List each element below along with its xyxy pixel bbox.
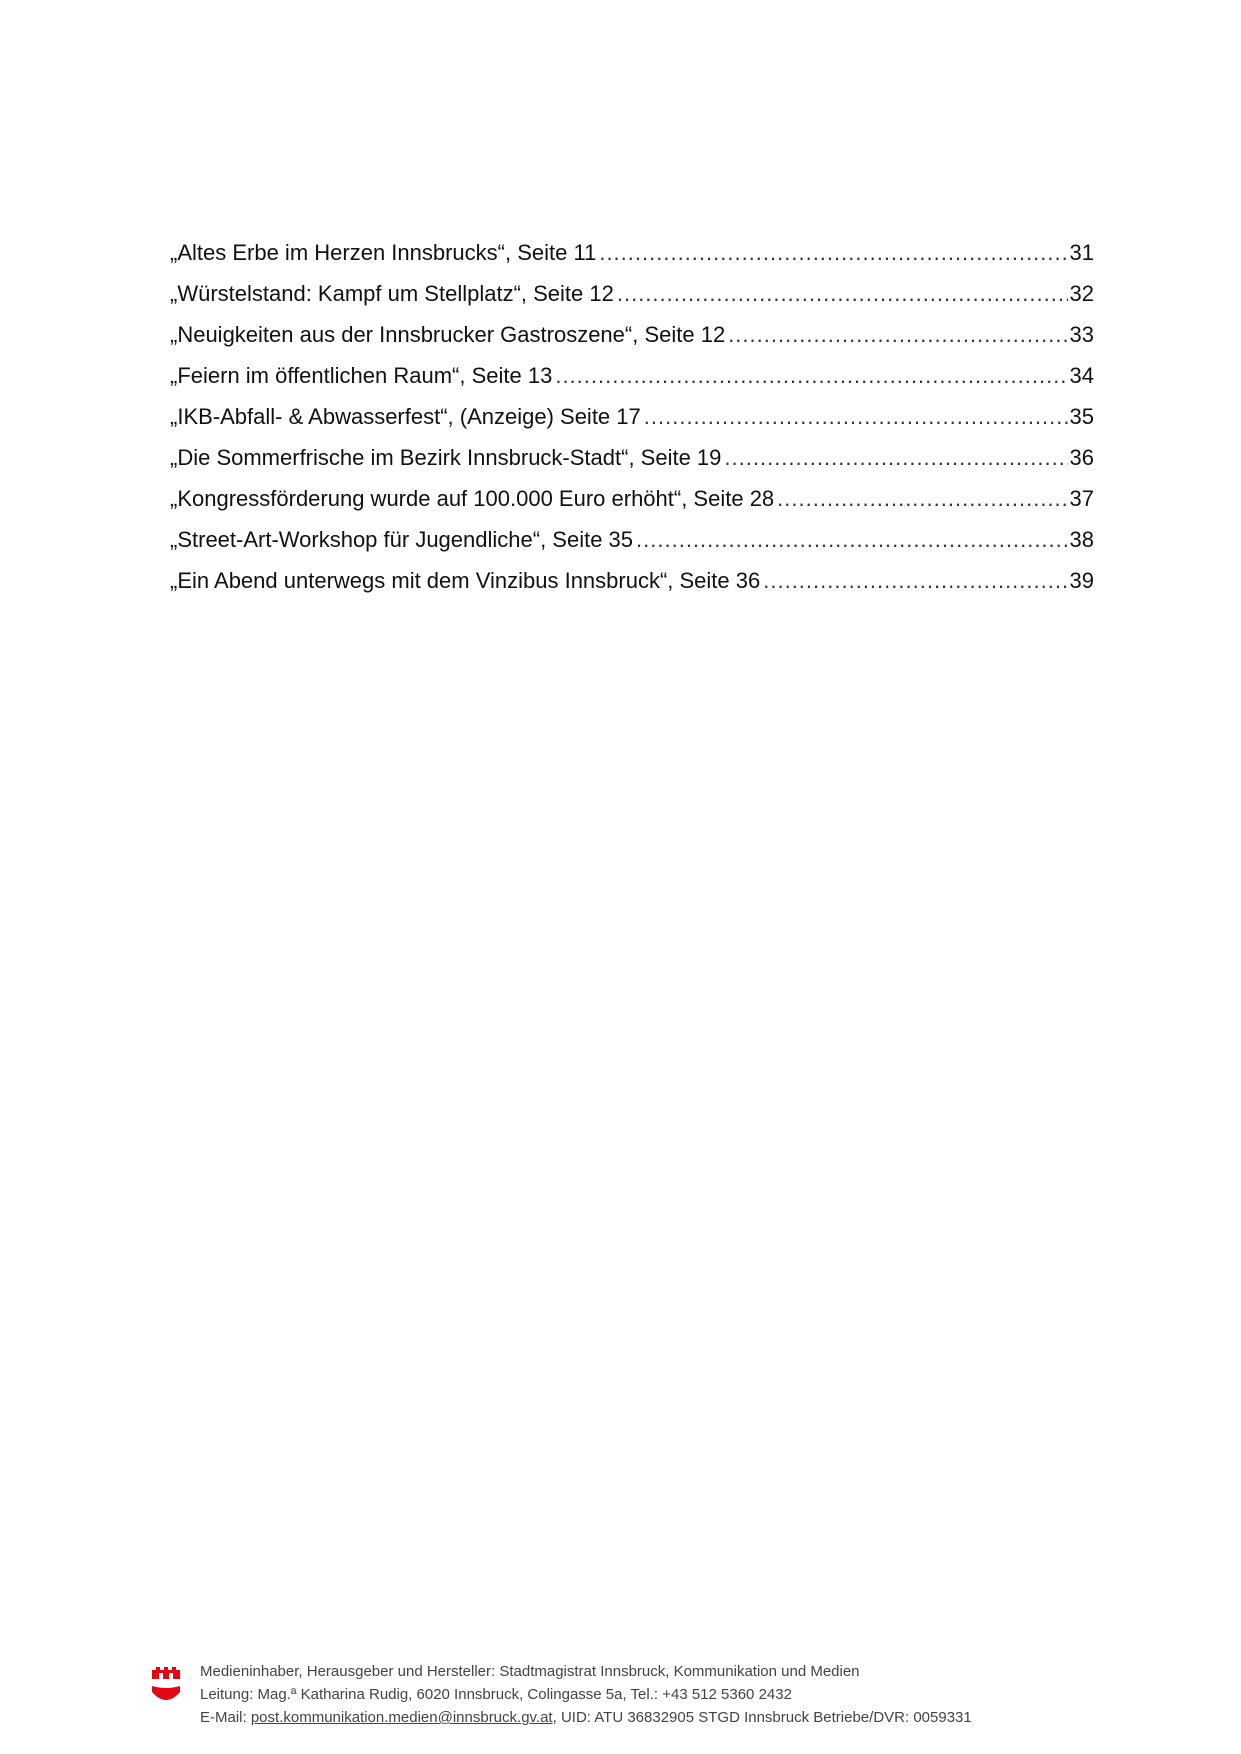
toc-dot-leader: [724, 437, 1067, 478]
toc-entry[interactable]: [170, 396, 1094, 437]
footer-uid: , UID: ATU 36832905 STGD Innsbruck Betriebe/DVR: 0059331: [552, 1709, 972, 1726]
footer-contact: [200, 1706, 1100, 1729]
toc-entry[interactable]: [170, 232, 1094, 273]
toc-entry-title: „Würstelstand: Kampf um Stellplatz“, Seite 12: [170, 281, 614, 306]
toc-entry-page: 34: [1069, 363, 1094, 388]
toc-dot-leader: [636, 519, 1067, 560]
toc-dot-leader: [644, 396, 1068, 437]
footer-management: Leitung: Mag.ª Katharina Rudig, 6020 Innsbruck, Colingasse 5a, Tel.: +43 512 5360 2432: [200, 1686, 792, 1703]
toc-entry-title: „Die Sommerfrische im Bezirk Innsbruck-Stadt“, Seite 19: [170, 445, 722, 470]
toc-entry-page: 39: [1069, 568, 1094, 593]
toc-entry-title: „Kongressförderung wurde auf 100.000 Euro erhöht“, Seite 28: [170, 486, 775, 511]
toc-entry-page: 36: [1069, 445, 1094, 470]
toc-dot-leader: [728, 314, 1067, 355]
email-link[interactable]: post.kommunikation.medien@innsbruck.gv.at: [250, 1709, 553, 1726]
toc-entry-page: 33: [1069, 322, 1094, 347]
toc-dot-leader: [599, 232, 1067, 273]
footer-publisher: Medieninhaber, Herausgeber und Hersteller: Stadtmagistrat Innsbruck, Kommunikation und Medien: [200, 1663, 860, 1680]
toc-entry-title: „Neuigkeiten aus der Innsbrucker Gastroszene“, Seite 12: [170, 322, 726, 347]
toc-dot-leader: [617, 273, 1068, 314]
toc-entry-title: „Feiern im öffentlichen Raum“, Seite 13: [170, 363, 553, 388]
toc-entry[interactable]: [170, 519, 1094, 560]
toc-entry-title: „Ein Abend unterwegs mit dem Vinzibus Innsbruck“, Seite 36: [170, 568, 761, 593]
toc-entry-title: „Altes Erbe im Herzen Innsbrucks“, Seite 11: [170, 240, 597, 265]
toc-entry[interactable]: [170, 478, 1094, 519]
footer-imprint: [200, 1660, 1100, 1729]
toc-entry-title: „IKB-Abfall- & Abwasserfest“, (Anzeige) Seite 17: [170, 404, 641, 429]
toc-entry[interactable]: [170, 314, 1094, 355]
toc-dot-leader: [555, 355, 1067, 396]
toc-entry[interactable]: [170, 355, 1094, 396]
toc-entry-page: 37: [1069, 486, 1094, 511]
toc-entry-page: 35: [1069, 404, 1094, 429]
toc-entry[interactable]: [170, 273, 1094, 314]
toc-entry-page: 38: [1069, 527, 1094, 552]
email-label: E-Mail:: [200, 1709, 251, 1726]
toc-dot-leader: [777, 478, 1067, 519]
table-of-contents: [170, 232, 1094, 601]
innsbruck-coat-of-arms-icon: [150, 1666, 182, 1704]
toc-entry-title: „Street-Art-Workshop für Jugendliche“, Seite 35: [170, 527, 634, 552]
toc-dot-leader: [763, 560, 1067, 601]
toc-entry-page: 32: [1069, 281, 1094, 306]
page-footer: [150, 1660, 1090, 1740]
toc-entry[interactable]: [170, 560, 1094, 601]
toc-entry[interactable]: [170, 437, 1094, 478]
toc-entry-page: 31: [1069, 240, 1094, 265]
